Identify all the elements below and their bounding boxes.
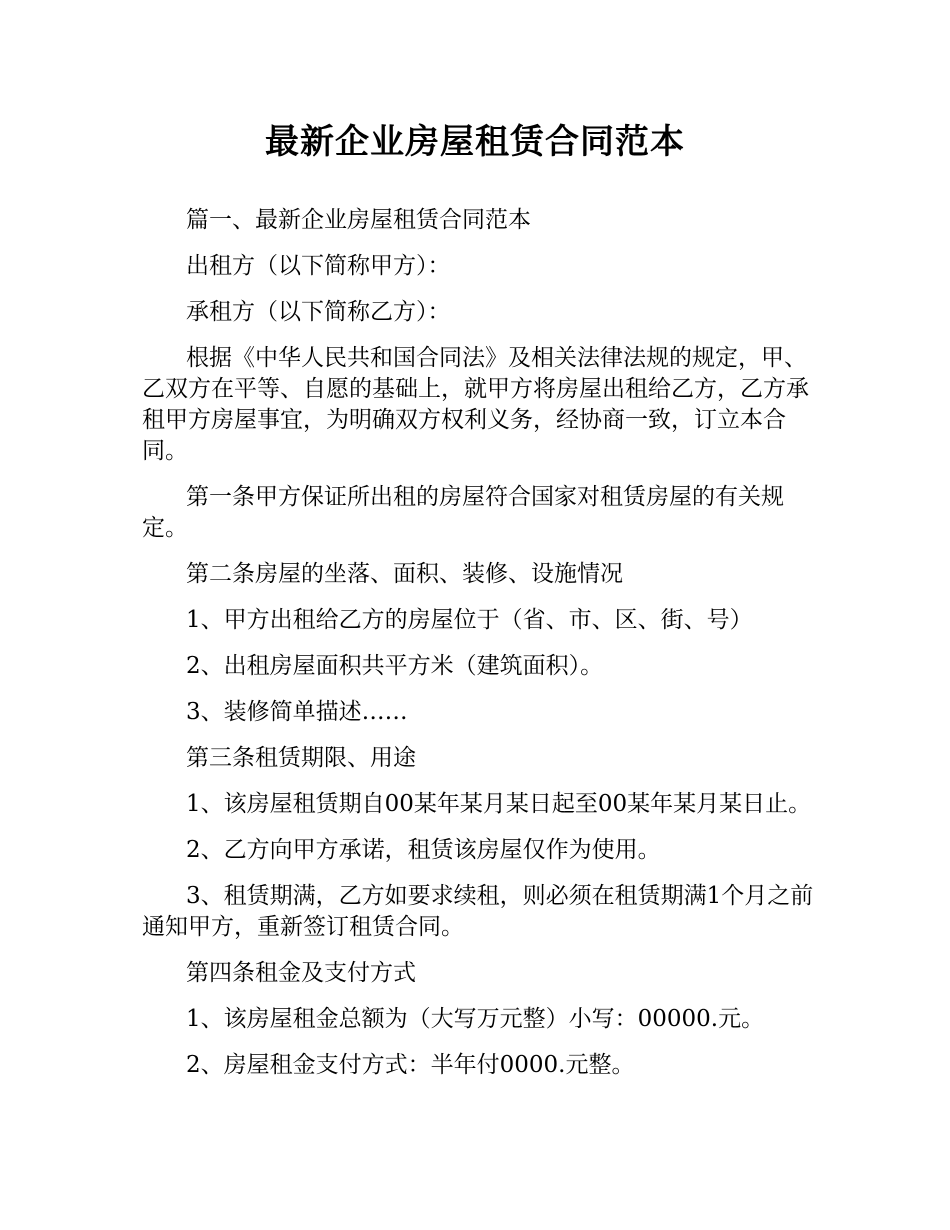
document-body [142,205,822,1096]
paragraph: 2、乙方向甲方承诺，租赁该房屋仅作为使用。 [186,837,661,863]
document-title: 最新企业房屋租赁合同范本 [265,122,685,162]
paragraph: 第三条租赁期限、用途 [186,745,416,771]
paragraph: 出租方（以下简称甲方）： [186,253,451,279]
paragraph: 3、租赁期满，乙方如要求续租，则必须在租赁期满1个月之前通知甲方，重新签订租赁合同。 [142,883,814,940]
paragraph: 1、该房屋租赁期自00某年某月某日起至00某年某月某日止。 [186,791,812,817]
paragraph: 3、装修简单描述…… [186,699,408,725]
paragraph: 1、该房屋租金总额为（大写万元整）小写：00000.元。 [186,1006,765,1032]
paragraph: 篇一、最新企业房屋租赁合同范本 [186,207,531,233]
paragraph: 第一条甲方保证所出租的房屋符合国家对租赁房屋的有关规定。 [142,484,784,541]
paragraph: 2、房屋租金支付方式：半年付0000.元整。 [186,1052,635,1078]
paragraph: 根据《中华人民共和国合同法》及相关法律法规的规定，甲、乙双方在平等、自愿的基础上，就甲方将房屋出租给乙方，乙方承租甲方房屋事宜，为明确双方权利义务，经协商一致，订立本合同。 [142,345,809,464]
paragraph: 1、甲方出租给乙方的房屋位于（省、市、区、街、号） [186,607,753,633]
paragraph: 承租方（以下简称乙方）： [186,299,451,325]
paragraph: 2、出租房屋面积共平方米（建筑面积）。 [186,653,604,679]
paragraph: 第二条房屋的坐落、面积、装修、设施情况 [186,561,623,587]
paragraph: 第四条租金及支付方式 [186,960,416,986]
